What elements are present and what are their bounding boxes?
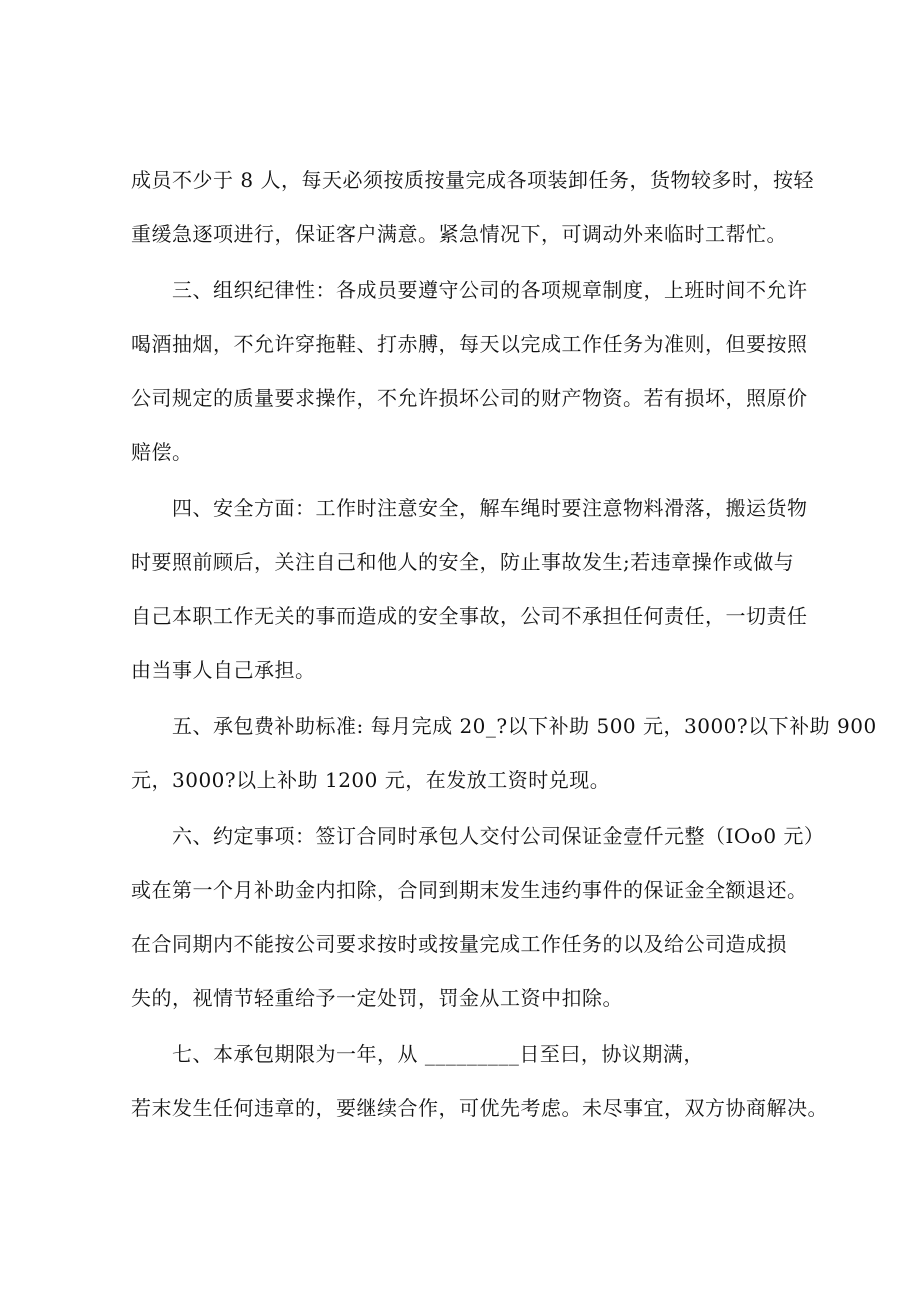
section-three-heading-line: 三、组织纪律性：各成员要遵守公司的各项规章制度，上班时间不允许	[172, 278, 808, 302]
section-five-heading-line: 五、承包费补助标准: 每月完成 20_?以下补助 500 元，3000?以下补助 900	[172, 714, 877, 738]
text-line: 在合同期内不能按公司要求按时或按量完成工作任务的以及给公司造成损	[131, 932, 787, 956]
text-line: 时要照前顾后，关注自己和他人的安全，防止事故发生;若违章操作或做与	[131, 550, 795, 574]
text-line: 重缓急逐项进行，保证客户满意。紧急情况下，可调动外来临时工帮忙。	[131, 222, 787, 246]
text-line: 或在第一个月补助金内扣除，合同到期末发生违约事件的保证金全额退还。	[131, 878, 808, 902]
text-line: 失的，视情节轻重给予一定处罚，罚金从工资中扣除。	[131, 986, 623, 1010]
section-four-heading-line: 四、安全方面：工作时注意安全，解车绳时要注意物料滑落，搬运货物	[172, 496, 808, 520]
text-line: 元，3000?以上补助 1200 元，在发放工资时兑现。	[131, 768, 611, 792]
text-line: 若末发生任何违章的，要继续合作，可优先考虑。未尽事宜，双方协商解决。	[131, 1096, 828, 1120]
text-line: 公司规定的质量要求操作，不允许损坏公司的财产物资。若有损坏，照原价	[131, 386, 808, 410]
text-line: 由当事人自己承担。	[131, 658, 316, 682]
text-line: 成员不少于 8 人，每天必须按质按量完成各项装卸任务，货物较多时，按轻	[131, 168, 814, 192]
section-six-heading-line: 六、约定事项：签订合同时承包人交付公司保证金壹仟元整（IOo0 元）	[172, 824, 825, 848]
text-line: 自己本职工作无关的事而造成的安全事故，公司不承担任何责任，一切责任	[131, 604, 808, 628]
text-line: 喝酒抽烟，不允许穿拖鞋、打赤膊，每天以完成工作任务为准则，但要按照	[131, 332, 808, 356]
section-seven-heading-line: 七、本承包期限为一年，从 _________日至曰，协议期满，	[172, 1042, 704, 1066]
text-line: 赔偿。	[131, 440, 193, 464]
